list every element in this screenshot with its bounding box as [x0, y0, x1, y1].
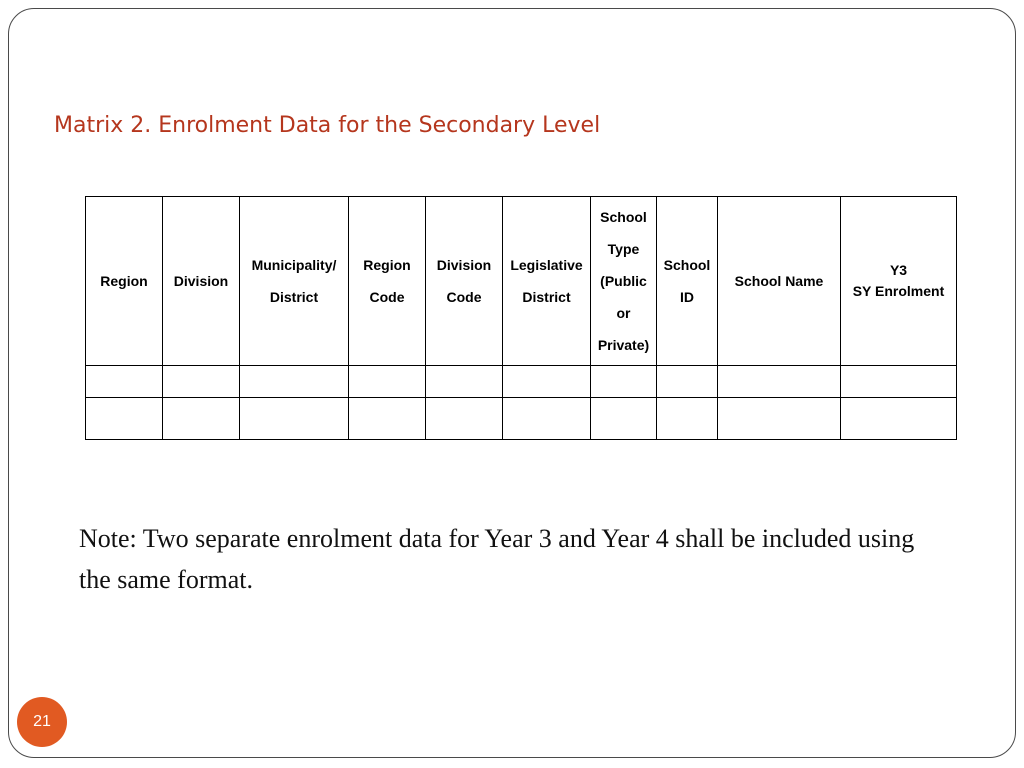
table-cell [718, 398, 841, 440]
enrolment-matrix-table [85, 196, 957, 440]
header-line: (Public [600, 273, 647, 289]
header-division [163, 197, 240, 366]
table-cell [349, 398, 426, 440]
header-line: or [616, 305, 631, 321]
header-line: Y3 [889, 262, 908, 278]
table-cell [240, 398, 349, 440]
header-school-id [657, 197, 718, 366]
table-cell [657, 366, 718, 398]
header-line: Type [607, 241, 640, 257]
table-cell [426, 366, 503, 398]
table-cell [163, 398, 240, 440]
note-text: Note: Two separate enrolment data for Year 3 and Year 4 shall be included using the same format. [79, 524, 915, 594]
table-row [86, 366, 957, 398]
slide-title: Matrix 2. Enrolment Data for the Secondary Level [54, 113, 601, 138]
table-cell [657, 398, 718, 440]
header-line: Legislative [510, 257, 583, 273]
header-line: Municipality/ [251, 257, 337, 273]
header-line: Region [363, 257, 411, 273]
header-line: School Name [734, 273, 824, 289]
table-cell [349, 366, 426, 398]
table-cell [503, 398, 591, 440]
table-header-row [86, 197, 957, 366]
table-cell [163, 366, 240, 398]
header-line: Division [173, 273, 229, 289]
table-cell [841, 398, 957, 440]
header-enrolment [841, 197, 957, 366]
table-cell [718, 366, 841, 398]
header-line: School [663, 257, 711, 273]
header-line: Code [369, 289, 405, 305]
table-cell [503, 366, 591, 398]
header-line: ID [680, 289, 694, 305]
header-line: Code [446, 289, 482, 305]
header-line: District [522, 289, 571, 305]
header-school-type [591, 197, 657, 366]
header-division-code [426, 197, 503, 366]
table-row [86, 398, 957, 440]
header-school-name [718, 197, 841, 366]
header-line: Division [436, 257, 492, 273]
header-line: Private) [597, 337, 650, 353]
header-line: District [269, 289, 319, 305]
header-line: SY Enrolment [852, 283, 945, 299]
header-line: Region [100, 273, 148, 289]
table-cell [86, 366, 163, 398]
table-cell [240, 366, 349, 398]
table-cell [86, 398, 163, 440]
table-cell [841, 366, 957, 398]
header-region-code [349, 197, 426, 366]
page-number-badge: 21 [17, 697, 67, 747]
header-line: School [600, 209, 647, 225]
table-cell [591, 366, 657, 398]
header-legislative-district [503, 197, 591, 366]
header-municipality-district [240, 197, 349, 366]
table-cell [591, 398, 657, 440]
table-cell [426, 398, 503, 440]
header-region [86, 197, 163, 366]
